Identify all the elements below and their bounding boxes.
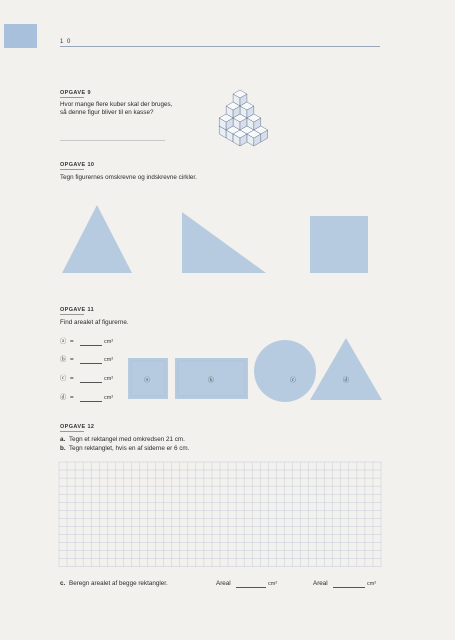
answer-row-d-letter: ⓓ (60, 394, 67, 401)
corner-tab (4, 24, 37, 48)
task-9-question-line2: så denne figur bliver til en kasse? (60, 109, 154, 116)
cube-staircase-figure (192, 80, 292, 152)
task-12-b-letter: b. (60, 445, 66, 452)
task-12-a-letter: a. (60, 436, 66, 443)
answer-row-c-equals: = (70, 375, 74, 382)
answer-row-a-letter: ⓐ (60, 338, 67, 345)
task-12-b-text: Tegn rektanglet, hvis en af siderne er 6 cm. (69, 445, 190, 452)
task-12-label: OPGAVE 12 (60, 424, 95, 430)
areal-blank-1[interactable] (236, 587, 266, 588)
answer-row-a-unit: cm² (104, 339, 114, 345)
task-10-instruction: Tegn figurernes omskrevne og indskrevne cirkler. (60, 174, 197, 181)
task-9-question-line1: Hvor mange flere kuber skal der bruges, (60, 101, 173, 108)
task-11-instruction: Find arealet af figurerne. (60, 319, 129, 326)
answer-row-b-equals: = (70, 356, 74, 363)
areal-blank-2[interactable] (333, 587, 365, 588)
shape-d-label: ⓓ (343, 378, 350, 384)
areal-unit-2: cm² (367, 581, 377, 587)
answer-row-c-unit: cm² (104, 376, 114, 382)
shape-a-label: ⓐ (144, 378, 151, 384)
isosceles-triangle (62, 205, 132, 275)
answer-row-b-unit: cm² (104, 357, 114, 363)
answer-row-b-letter: ⓑ (60, 356, 67, 363)
square (310, 216, 370, 276)
areal-label-1: Areal (216, 580, 231, 587)
page-number: 1 0 (60, 39, 72, 45)
answer-row-d-unit: cm² (104, 395, 114, 401)
task-11-label: OPGAVE 11 (60, 307, 95, 313)
task-10-underline (60, 169, 84, 170)
right-triangle (182, 212, 267, 274)
answer-row-a-equals: = (70, 338, 74, 345)
task-12-c-text: Beregn arealet af begge rektangler. (69, 580, 168, 587)
shape-c-label: ⓒ (290, 378, 297, 384)
areal-label-2: Areal (313, 580, 328, 587)
answer-row-d-equals: = (70, 394, 74, 401)
answer-row-c-blank[interactable] (80, 382, 102, 383)
answer-row-b-blank[interactable] (80, 363, 102, 364)
drawing-grid[interactable] (59, 462, 381, 572)
answer-row-d-blank[interactable] (80, 401, 102, 402)
areal-unit-1: cm² (268, 581, 278, 587)
answer-row-a-blank[interactable] (80, 345, 102, 346)
task-10-label: OPGAVE 10 (60, 162, 95, 168)
task-12-a-text: Tegn et rektangel med omkredsen 21 cm. (69, 436, 185, 443)
task-9-label: OPGAVE 9 (60, 90, 91, 96)
task-12-underline (60, 431, 84, 432)
task-9-answer-line[interactable] (60, 140, 165, 141)
task-9-underline (60, 97, 84, 98)
shape-b-label: ⓑ (208, 378, 215, 384)
header-rule (60, 46, 380, 47)
task-11-underline (60, 314, 84, 315)
task-12-c-letter: c. (60, 580, 66, 587)
answer-row-c-letter: ⓒ (60, 375, 67, 382)
shape-d-triangle (310, 338, 382, 402)
